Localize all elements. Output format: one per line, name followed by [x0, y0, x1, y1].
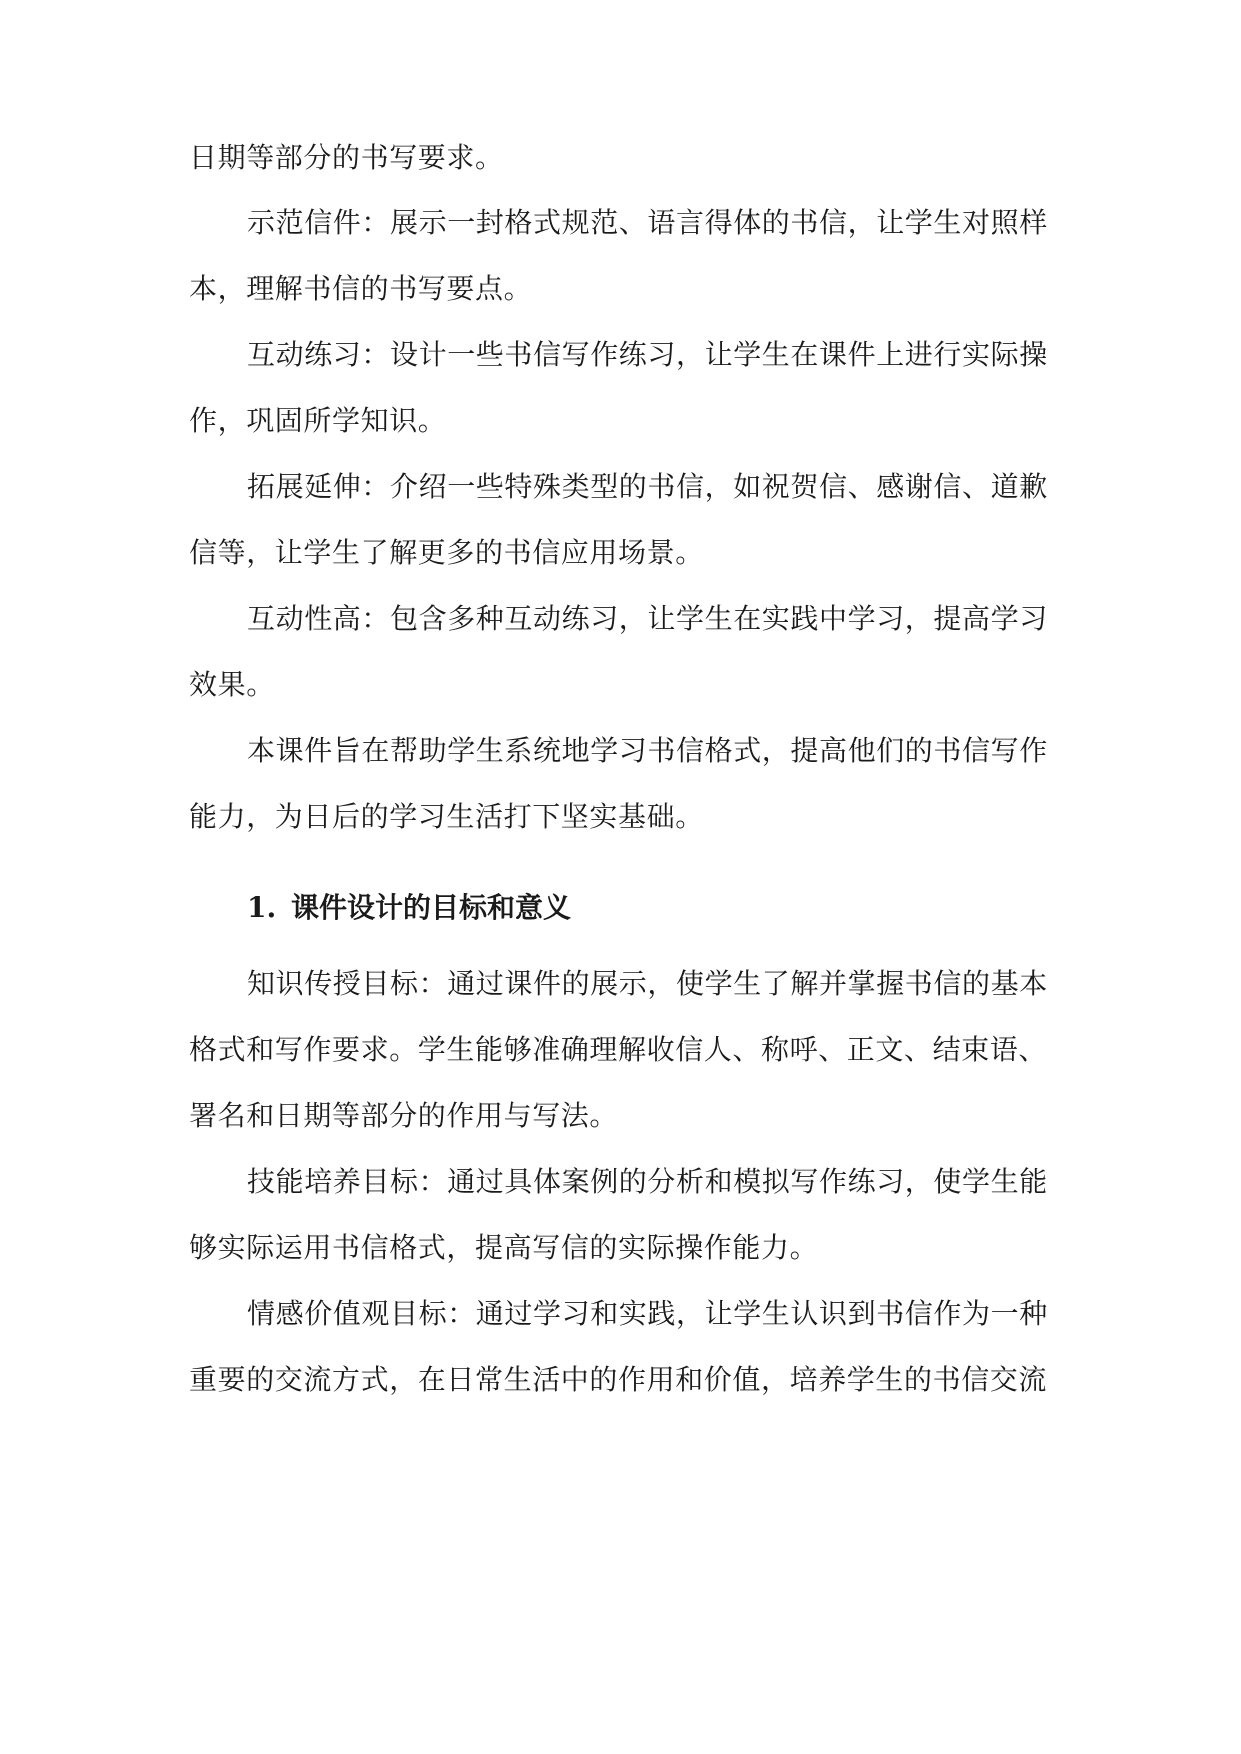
- paragraph-line: 互动性高：包含多种互动练习，让学生在实践中学习，提高学习: [247, 602, 1048, 635]
- section-heading: [189, 888, 571, 928]
- paragraph-line: 信等，让学生了解更多的书信应用场景。: [189, 536, 704, 569]
- paragraph-line: 重要的交流方式，在日常生活中的作用和价值，培养学生的书信交流: [189, 1363, 1048, 1396]
- paragraph-line: 知识传授目标：通过课件的展示，使学生了解并掌握书信的基本: [247, 967, 1048, 1000]
- paragraph-line: 示范信件：展示一封格式规范、语言得体的书信，让学生对照样: [247, 206, 1048, 239]
- paragraph-line: 日期等部分的书写要求。: [189, 141, 504, 174]
- paragraph-line: 互动练习：设计一些书信写作练习，让学生在课件上进行实际操: [247, 338, 1048, 371]
- paragraph-line: 效果。: [189, 668, 275, 701]
- section-title: 课件设计的目标和意义: [291, 891, 572, 924]
- paragraph-line: 作，巩固所学知识。: [189, 404, 447, 437]
- section-number: 1.: [247, 891, 277, 924]
- paragraph-line: 格式和写作要求。学生能够准确理解收信人、称呼、正文、结束语、: [189, 1033, 1048, 1066]
- paragraph-line: 情感价值观目标：通过学习和实践，让学生认识到书信作为一种: [247, 1297, 1048, 1330]
- paragraph-line: 本课件旨在帮助学生系统地学习书信格式，提高他们的书信写作: [247, 734, 1048, 767]
- paragraph-line: 拓展延伸：介绍一些特殊类型的书信，如祝贺信、感谢信、道歉: [247, 470, 1048, 503]
- paragraph-line: 技能培养目标：通过具体案例的分析和模拟写作练习，使学生能: [247, 1165, 1048, 1198]
- paragraph-line: 能力，为日后的学习生活打下坚实基础。: [189, 800, 704, 833]
- paragraph-line: 够实际运用书信格式，提高写信的实际操作能力。: [189, 1231, 819, 1264]
- paragraph-line: 署名和日期等部分的作用与写法。: [189, 1099, 619, 1132]
- paragraph-line: 本，理解书信的书写要点。: [189, 272, 533, 305]
